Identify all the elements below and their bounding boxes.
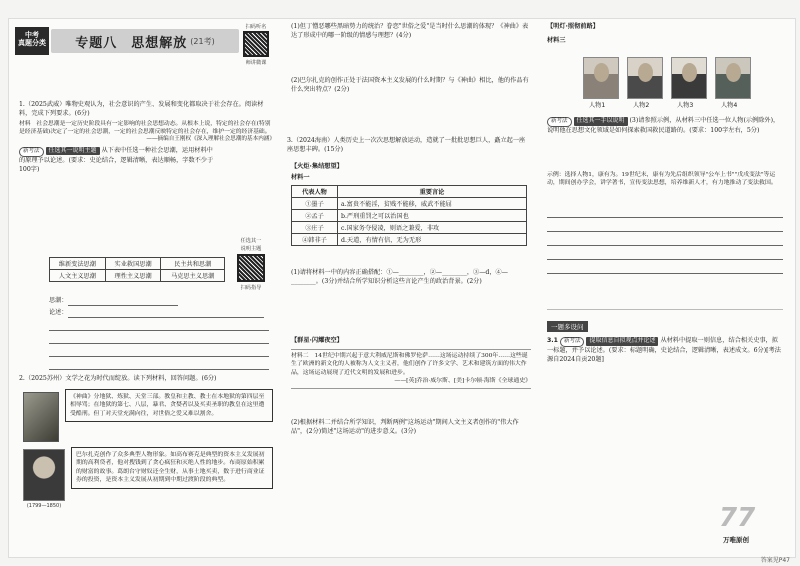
q3-answer-line[interactable] xyxy=(547,251,783,260)
q3-task-tag: 任选其一手以说明 xyxy=(574,117,628,126)
q3-answer-line[interactable] xyxy=(547,209,783,218)
q1-answer-line[interactable] xyxy=(49,335,269,344)
page-number: 77 xyxy=(719,503,756,533)
q1-thought-table xyxy=(49,257,225,282)
table-row xyxy=(292,234,527,246)
table-cell: 民主共和思潮 xyxy=(161,258,225,270)
q31-text: 从材料中提取一则信息，结合相关史事，拟一标题，并予以论述。(要求：标题明确，史论结合，逻辑清晰，表述成文。6分)[考法源自2024自贡20题] xyxy=(547,337,781,363)
q1-answer-line[interactable] xyxy=(49,361,269,370)
q3-section-1: 【火炬·集结想望】 xyxy=(291,163,343,170)
person-1-label: 人物1 xyxy=(589,102,606,109)
q3-example: 示例：选择人物1，康有为。19世纪末，康有为先后组织领导"公车上书""戊戌变法"等运动，期间创办学会，讲学著书，宣传变法思想，培养维新人才，有力地推动了变法救国。 xyxy=(547,172,777,187)
q2-sub-2: (2)巴尔扎克的创作正处于法国资本主义发展的什么时期？与《神曲》相比，他的作品有什么突出特点？(2分) xyxy=(291,77,529,93)
worksheet-page xyxy=(8,18,796,558)
table-header: 重要言论 xyxy=(338,186,527,198)
column-left xyxy=(15,19,277,559)
q2-sub-1: (1)但丁憎恶哪些黑暗势力的统治？眷恋"世俗之爱"是当时什么思潮的体现？《神曲》表达了形成中的哪一阶级的情感与理想？(4分) xyxy=(291,23,529,39)
q1-answer-line[interactable] xyxy=(68,309,264,318)
badge-line-2: 真题分类 xyxy=(18,38,46,47)
multi-question-label: 一题多设问 xyxy=(547,321,588,332)
table-header-row xyxy=(292,186,527,198)
table-row xyxy=(292,210,527,222)
q2-stem: 2.（2025苏州）文学之花为时代而绽放。读下列材料，回答问题。(6分) xyxy=(19,375,217,382)
table-row xyxy=(292,222,527,234)
q3-thinker-table xyxy=(291,185,527,246)
category-badge xyxy=(15,27,49,55)
multi-question-block xyxy=(547,309,783,364)
q2-material-1: 《神曲》分地狱、炼狱、天堂三部。教皇和主教、教士在本地狱的第四层至相辱骂；在地狱的第七、八层，暴君、贪婪者以及买卖圣职的教皇在这里遭受酷刑。但丁对天堂充满向往，对世俗之爱又难以割舍。 xyxy=(65,389,273,422)
q3-source-2: ——[英]乔治·威尔斯、[美]卡尔顿·海斯《全球通史》 xyxy=(394,378,531,385)
q1-thought-row xyxy=(49,297,269,306)
answer-reference: 答案见P47 xyxy=(760,557,790,564)
table-cell: c.国家务夺侵凌，则语之兼爱，非攻 xyxy=(338,222,527,234)
badge-line-1: 中考 xyxy=(25,31,39,39)
table-cell: 人文主义思潮 xyxy=(50,270,106,282)
qr-bottom-label: 师讲微课 xyxy=(245,60,267,66)
q31 xyxy=(547,337,783,364)
q1-thought-label: 思潮： xyxy=(49,297,68,305)
table-cell: 实业救国思潮 xyxy=(105,258,161,270)
balzac-portrait xyxy=(23,449,65,501)
q3-section-2: 【群星·闪耀夜空】 xyxy=(291,337,343,344)
person-1-photo xyxy=(583,57,619,99)
person-2-label: 人物2 xyxy=(633,102,650,109)
person-4-photo xyxy=(715,57,751,99)
person-3-photo xyxy=(671,57,707,99)
column-middle xyxy=(287,19,535,559)
q1-argue-row xyxy=(49,309,269,318)
q3-answer-line[interactable] xyxy=(547,223,783,232)
qr-top-label: 扫码听名 xyxy=(245,24,267,30)
q2-material-2: 巴尔扎克创作了众多典型人物形象。如高布赛克是典型的资本主义发展初期的高利贷者，他对搜钱到了贪心疯狂和灭绝人性的地步。布商原始积累的财富的故事。葛朗台守财奴还全生财，从事土地买卖，数于进行商业证券的投资，是资本主义发展从初期到中期过渡阶段的典型。 xyxy=(71,447,273,489)
q1-task-tag: 任选其一说明主题 xyxy=(46,147,100,156)
table-row xyxy=(292,198,527,210)
q31-task-tag: 提取信息自拟观点并论述 xyxy=(586,337,658,346)
table-cell: 马克思主义思潮 xyxy=(161,270,225,282)
q1-qr-label-2: 说明主题 xyxy=(240,246,262,252)
q3-sub-3 xyxy=(547,117,785,136)
q1-task-block xyxy=(19,147,219,174)
q1-answer-area xyxy=(49,297,269,370)
table-cell: ①墨子 xyxy=(292,198,338,210)
table-cell: a.富贵不能淫，贫贱不能移，威武不能屈 xyxy=(338,198,527,210)
q1-new-exam-tag: 新考法 xyxy=(19,147,44,157)
topic-title: 专题八 思想解放 xyxy=(75,35,188,51)
qr-code-guidance[interactable] xyxy=(237,254,265,282)
q3-answer-line[interactable] xyxy=(547,265,783,274)
q31-number: 3.1 xyxy=(547,337,558,344)
divine-comedy-book-image xyxy=(23,392,59,442)
person-3-label: 人物3 xyxy=(677,102,694,109)
q1-answer-line[interactable] xyxy=(49,348,269,357)
column-right xyxy=(543,19,789,559)
table-row xyxy=(50,258,225,270)
table-cell: ③庄子 xyxy=(292,222,338,234)
question-2 xyxy=(19,375,275,384)
q3-sub-1: (1)请将材料一中的内容正确搭配：①—________，②—________，③—d，④—________。(3分)并结合所学知识分析这些言论产生的政治背景。(2分) xyxy=(291,269,508,285)
q1-answer-line[interactable] xyxy=(49,322,269,331)
q3-section-3: 【明灯·照彻前路】 xyxy=(547,23,599,30)
table-cell: ②孟子 xyxy=(292,210,338,222)
q1-stem: 1.（2025武威）唯物史观认为，社会意识的产生、发展和变化都取决于社会存在。阅读材料，完成下列要求。(6分) xyxy=(19,101,264,117)
question-1 xyxy=(19,101,275,174)
q3-answer-line[interactable] xyxy=(547,237,783,246)
table-cell: d.天道，有情有信，无为无形 xyxy=(338,234,527,246)
table-cell: 维新变法思潮 xyxy=(50,258,106,270)
portrait-caption: (1799—1850) xyxy=(26,503,62,509)
q1-argue-label: 论述： xyxy=(49,309,68,317)
person-2-photo xyxy=(627,57,663,99)
q1-thought-input[interactable] xyxy=(68,297,178,306)
table-cell: ④韩非子 xyxy=(292,234,338,246)
q3-stem: 3.（2024海南）人类历史上一次次思想解放运动，造就了一批批思想巨人，矗立起一座座思想丰碑。(15分) xyxy=(287,137,526,153)
q3-material-2 xyxy=(291,349,531,389)
q3-material-1-label: 材料一 xyxy=(291,174,310,181)
table-cell: b.严刑重罚之可以治国也 xyxy=(338,210,527,222)
q3-sub-2: (2)根据材料二并结合所学知识，判断两例"这场运动"期间人文主义者创作的"伟大作品"，(2分)简述"这场运动"的进步意义。(3分) xyxy=(291,419,519,435)
q3-material-2-text: 材料二 14世纪中期兴起于意大利威尼斯和佛罗伦萨……这场运动持续了300年……这些诞生了欧洲的新文化的人被称为人文主义者，他们创作了许多文学、艺术和建筑方面的伟大作品，这场运动展现了近代文明的发展和进步。 xyxy=(291,353,528,376)
q1-source: ——摘编自王刚权《深入理解社会思潮的基本内涵》 xyxy=(146,136,275,143)
person-4-label: 人物4 xyxy=(721,102,738,109)
table-row xyxy=(50,270,225,282)
q3-material-3-label: 材料三 xyxy=(547,37,566,44)
qr-code-lecture[interactable] xyxy=(243,31,269,57)
q31-new-exam-tag: 新考法 xyxy=(560,337,585,347)
q1-task: 从下表中任选一种社会思潮，运用材料中的原理予以论述。(要求：史论结合，逻辑清晰，表达顺畅，字数不少于100字) xyxy=(19,146,214,173)
q1-material: 材料 社会思潮是一定历史阶段具有一定影响的社会思想动态。从根本上说，特定的社会存在(特别是经济基础)决定了一定的社会思潮，一定的社会思潮反映特定的社会存在，维护一定的经济基础。 xyxy=(19,120,271,135)
table-cell: 理性主义思潮 xyxy=(105,270,161,282)
table-header: 代表人物 xyxy=(292,186,338,198)
q1-qr-label-1: 任选其一 xyxy=(240,238,262,244)
q3-new-exam-tag: 新考法 xyxy=(547,117,572,127)
topic-count: (21考) xyxy=(190,36,215,46)
q3-sub-3-text: (3)请参照示例，从材料三中任选一位人物(示例除外)，说明他在思想文化领域是如何探索救国救民道路的。(要求：100字左右，5分) xyxy=(547,117,780,134)
topic-title-bar xyxy=(51,29,239,53)
brand-logo: 万唯原创 xyxy=(723,536,749,544)
q1-qr-label-3: 扫码指导 xyxy=(240,285,262,291)
